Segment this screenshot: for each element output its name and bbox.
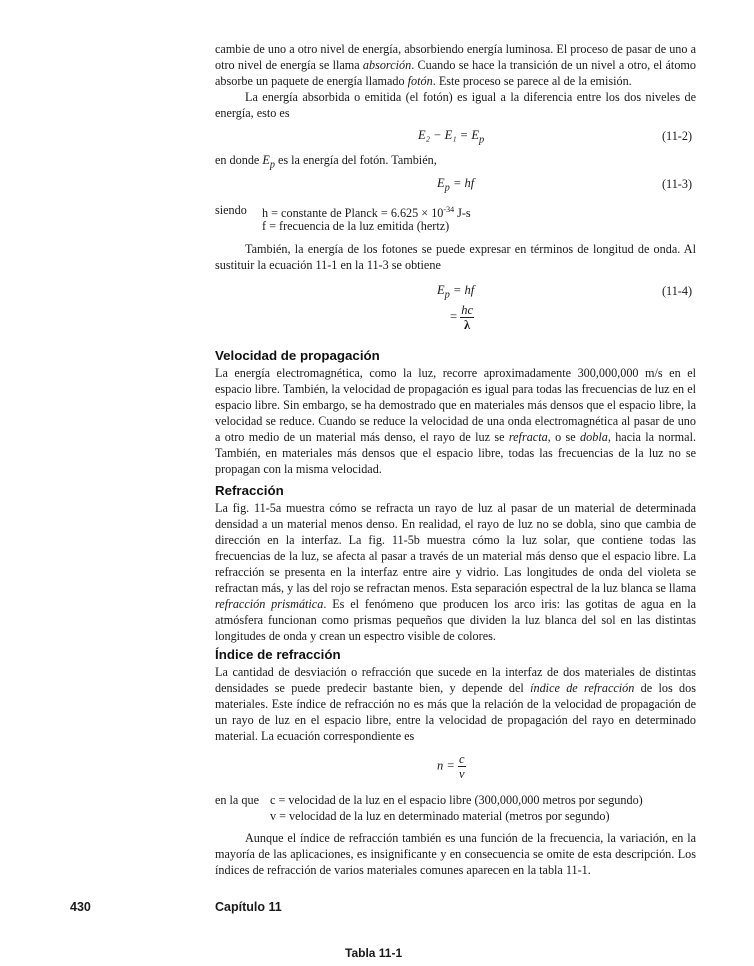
intro-text <box>215 41 696 121</box>
definition-c: c = velocidad de la luz en el espacio libre (300,000,000 metros por segundo) <box>270 793 643 807</box>
denominator: v <box>458 767 465 781</box>
equation-11-4-line2 <box>450 303 474 332</box>
text-run: La cantidad de desviación o refracción que sucede en la interfaz de dos materiales de distintas densidades se puede predecir bastante bien, y depende del <box>215 665 696 695</box>
subscript: p <box>444 289 450 301</box>
text-run: La fig. 11-5a muestra cómo se refracta un rayo de luz al pasar de un material de determinada densidad a un material menos denso. En realidad, el rayo de luz no se dobla, sino que cambia de dirección en la interfaz. La fig. 11-5b muestra cómo la luz solar, que contiene todas las frecuencias de la luz, se afecta al pasar a través de un material más denso que el espacio libre. La refracción se presenta en la interfaz entre aire y vidrio. Las longitudes de onda del violeta se refractan más, y las del rojo se refractan menos. Esta separación espectral de la luz blanca se llama <box>215 501 696 595</box>
definition-label-en-la-que: en la que <box>215 793 259 807</box>
term-dobla: dobla <box>580 430 608 444</box>
equation-number-11-4: (11-4) <box>662 284 693 298</box>
heading-velocidad-de-propagacion: Velocidad de propagación <box>215 348 380 363</box>
text-run: . Este proceso se parece al de la emisión. <box>432 74 632 88</box>
chapter-label: Capítulo 11 <box>215 900 282 914</box>
equation-expression: = hf <box>449 176 475 190</box>
equation-11-2 <box>418 128 484 146</box>
after-eq-11-2-text <box>215 152 696 173</box>
subscript: p <box>444 182 450 194</box>
equation-11-4-line1 <box>437 283 474 301</box>
text-run: . Es el fenómeno que producen los arco iris: las gotitas de agua en la atmósfera funcionan como prismas pequeños que dividen la luz blanca del sol en las distintas longitudes de onda y crean un espectro visible de colores. <box>215 597 697 643</box>
section-refraccion-body <box>215 500 696 644</box>
text-run: es la energía del fotón. También, <box>274 153 437 167</box>
text-run: , o se <box>547 430 581 444</box>
intro-paragraph-2: La energía absorbida o emitida (el fotón) es igual a la diferencia entre los dos niveles de energía, esto es <box>215 90 696 120</box>
variable: E <box>437 176 445 190</box>
text-run: La energía electromagnética, como la luz, recorre aproximadamente 300,000,000 m/s en el espacio libre. También, la velocidad de propagación es igual para todas las frecuencias de luz en el espacio libre. Sin embargo, se ha demostrado que en materiales más densos que el espacio libre, la velocidad se reduce. Cuando se reduce la velocidad de una onda electromagnética al pasar de uno a otro medio de un material más denso, el rayo de luz se <box>215 366 696 444</box>
definition-f: f = frecuencia de la luz emitida (hertz) <box>262 219 450 233</box>
term-refraccion-prismatica: refracción prismática <box>215 597 324 611</box>
equation-refractive-index <box>437 752 466 781</box>
term-foton: fotón <box>407 74 433 88</box>
variable: E <box>437 283 445 297</box>
text-run: de los dos materiales. Este índice de refracción no es más que la relación de la velocidad de propagación de un rayo de luz en el espacio libre, entre la velocidad de propagación del rayo en determinado material. La ecuación correspondiente es <box>215 681 696 743</box>
equation-11-3 <box>437 176 474 194</box>
variable: E <box>262 153 270 167</box>
text-run: , hacia la normal. También, en materiales más densos que el espacio libre, todas las frecuencias de la luz no se propagan con la misma velocidad. <box>215 430 696 476</box>
equation-number-11-2: (11-2) <box>662 129 693 143</box>
exponent: -34 <box>443 205 455 214</box>
definition-v: v = velocidad de la luz en determinado material (metros por segundo) <box>270 809 610 823</box>
equation-expression: E₂ − E₁ = E <box>418 128 479 142</box>
denominator: λ <box>464 318 471 332</box>
intro-paragraph-1 <box>215 41 696 89</box>
text-run: h = constante de Planck = 6.625 × 10 <box>262 206 444 221</box>
paragraph-wavelength <box>215 241 696 273</box>
equals-sign: = <box>450 309 458 324</box>
section-velocidad-body <box>215 365 696 477</box>
equation-expression: = hf <box>449 283 475 297</box>
equation-number-11-3: (11-3) <box>662 177 693 191</box>
fraction <box>458 752 466 781</box>
paragraph-text: Aunque el índice de refracción también es una función de la frecuencia, la variación, en la mayoría de las aplicaciones, es insignificante y en consecuencia se omite de esta descripción. Los índices de refracción de varios materiales comunes aparecen en la tabla 11-1. <box>215 831 696 877</box>
cut-off-table-caption: Tabla 11-1 <box>345 946 403 960</box>
heading-indice-de-refraccion: Índice de refracción <box>215 647 341 662</box>
numerator: c <box>458 752 465 766</box>
term-refracta: refracta <box>508 430 548 444</box>
heading-refraccion: Refracción <box>215 483 284 498</box>
fraction <box>460 303 474 332</box>
page-number: 430 <box>70 900 91 914</box>
paragraph-text: También, la energía de los fotones se puede expresar en términos de longitud de onda. Al sustituir la ecuación 11-1 en la 11-3 se obtiene <box>215 242 696 272</box>
definition-label-siendo: siendo <box>215 203 247 217</box>
subscript: p <box>478 134 485 146</box>
term-indice-de-refraccion: índice de refracción <box>530 681 635 695</box>
subscript: p <box>269 159 275 171</box>
closing-paragraph <box>215 830 696 878</box>
section-indice-body <box>215 664 696 744</box>
text-run: . Cuando se hace la transición de un nivel a otro, el átomo absorbe un paquete de energía llamado <box>215 58 696 88</box>
text-run: cambie de uno a otro nivel de energía, absorbiendo energía luminosa. El proceso de pasar de uno a otro nivel de energía se llama <box>215 42 696 72</box>
text-run: J-s <box>454 206 471 221</box>
numerator: hc <box>461 303 473 317</box>
equation-lhs: n = <box>437 758 455 773</box>
text-run: en donde <box>215 153 263 167</box>
term-absorcion: absorción <box>362 58 412 72</box>
